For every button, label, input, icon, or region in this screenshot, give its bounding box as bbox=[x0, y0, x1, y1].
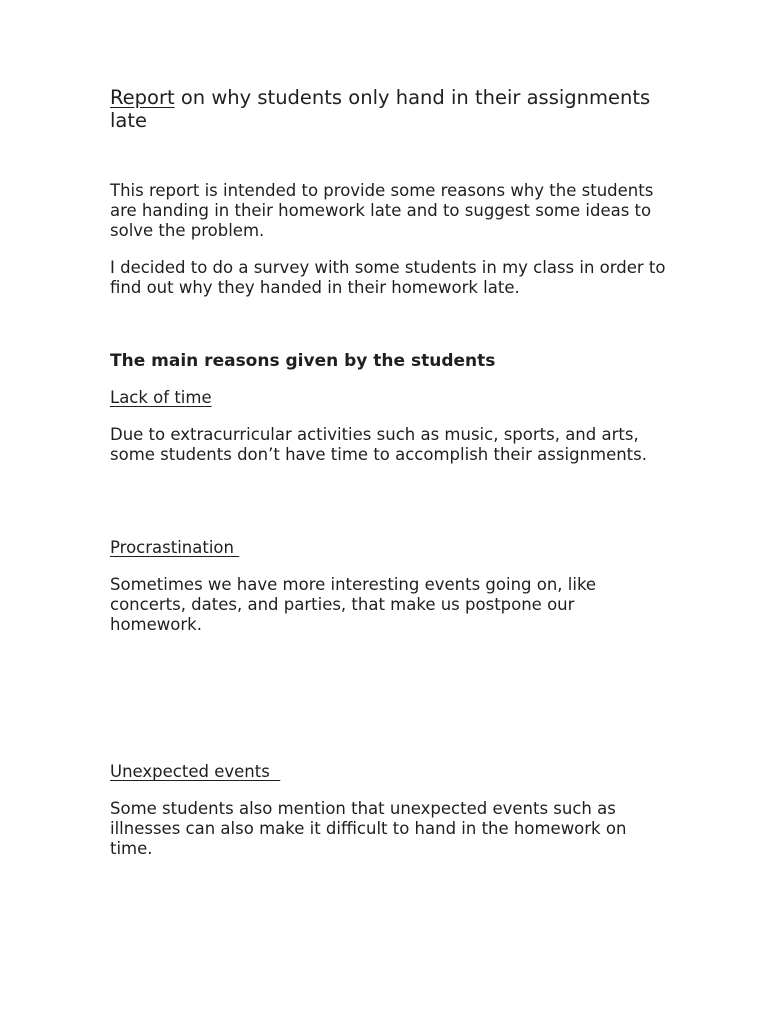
reason-body-text: Some students also mention that unexpected events such as illnesses can also make it difficult to hand in the homework on time. bbox=[110, 799, 627, 858]
title-link-word: Report bbox=[110, 86, 175, 109]
report-title bbox=[110, 86, 670, 132]
intro-paragraph-2 bbox=[110, 258, 670, 298]
reason-heading-lack-of-time bbox=[110, 388, 670, 408]
reason-heading-procrastination bbox=[110, 538, 670, 558]
reason-heading-text: Procrastination bbox=[110, 538, 240, 557]
reason-body-text: Due to extracurricular activities such as music, sports, and arts, some students don’t have time to accomplish their assignments. bbox=[110, 425, 647, 464]
title-rest: on why students only hand in their assignments late bbox=[110, 86, 651, 132]
intro-paragraph-1 bbox=[110, 181, 670, 241]
section-heading bbox=[110, 351, 670, 371]
reason-heading-text: Unexpected events bbox=[110, 762, 281, 781]
reason-body-unexpected-events bbox=[110, 799, 670, 859]
reason-body-procrastination bbox=[110, 575, 670, 635]
reason-heading-text: Lack of time bbox=[110, 388, 212, 407]
reason-heading-unexpected-events bbox=[110, 762, 670, 782]
section-heading-text: The main reasons given by the students bbox=[110, 351, 496, 371]
reason-body-lack-of-time bbox=[110, 425, 670, 465]
report-title-text bbox=[110, 86, 670, 132]
reason-body-text: Sometimes we have more interesting events going on, like concerts, dates, and parties, that make us postpone our homework. bbox=[110, 575, 597, 634]
intro-paragraph-1-text: This report is intended to provide some reasons why the students are handing in their homework late and to suggest some ideas to solve the problem. bbox=[110, 181, 654, 240]
intro-paragraph-2-text: I decided to do a survey with some students in my class in order to find out why they handed in their homework late. bbox=[110, 258, 666, 297]
